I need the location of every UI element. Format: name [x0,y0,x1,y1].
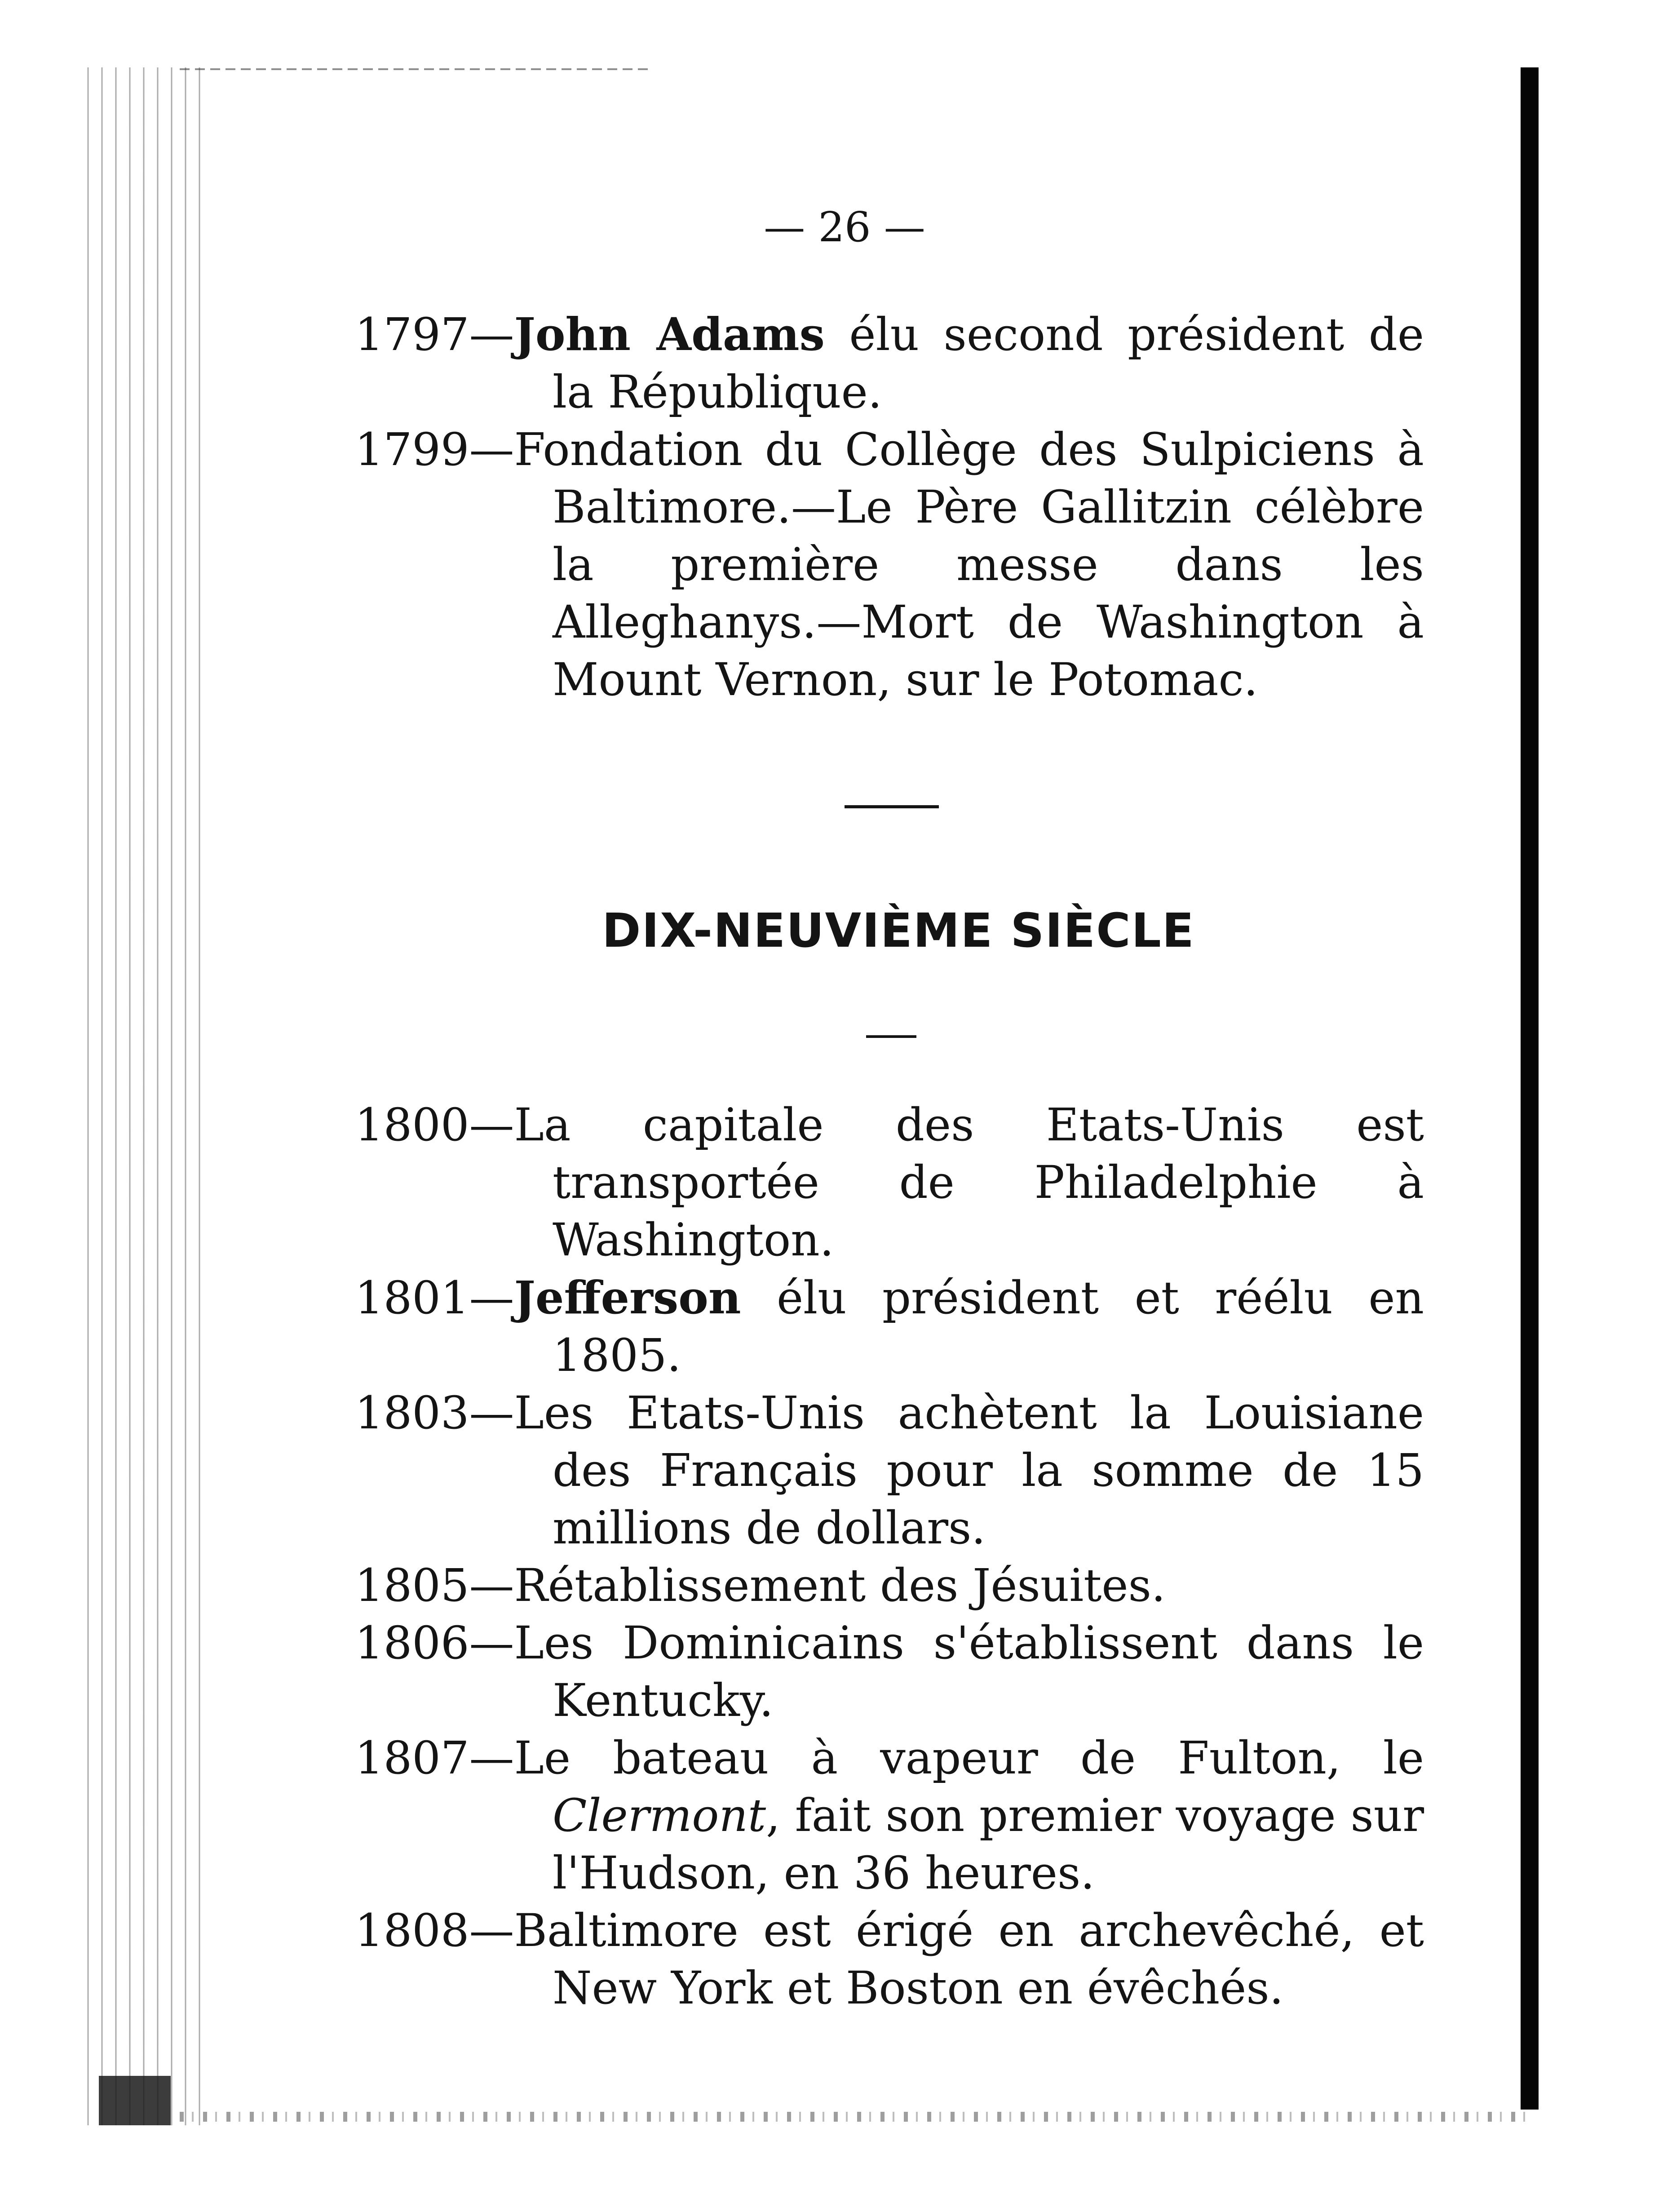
entry-text: Rétablissement des Jésuites. [514,1559,1166,1612]
heading-underline [866,1035,916,1038]
chronology-entry [355,1384,1424,1557]
chronology-entry [355,1096,1424,1269]
scan-left-edge-noise [81,67,202,2125]
entry-text: Les Etats-Unis achètent la Louisiane des Français pour la somme de 15 millions de dollars. [514,1387,1424,1554]
entry-year: 1797— [355,308,514,361]
entry-year: 1801— [355,1272,514,1324]
section-divider [845,805,939,808]
chronology-entry [355,1269,1424,1384]
entry-text: Fondation du Collège des Sulpiciens à Baltimore.—Le Père Gallitzin célèbre la première messe dans les Alleghanys.—Mort de Washington à Mount Vernon, sur le Potomac. [514,423,1424,706]
chronology-entry [355,1902,1424,2017]
chronology-list-19th-century [355,1096,1424,2017]
entry-text: Les Dominicains s'établissent dans le Kentucky. [514,1617,1424,1727]
chronology-entry [355,1729,1424,1902]
chronology-entry [355,1614,1424,1729]
entry-year: 1808— [355,1904,514,1957]
entry-text: Baltimore est érigé en archevêché, et New York et Boston en évêchés. [514,1904,1424,2014]
ship-name: Clermont [553,1789,766,1842]
page-number: — 26 — [764,203,925,251]
entry-text: élu président et réélu en 1805. [553,1272,1424,1382]
chronology-entry [355,421,1424,709]
scan-corner-mark [99,2076,171,2125]
entry-person-name: Jefferson [514,1271,741,1324]
chronology-entry [355,1557,1424,1614]
scan-bottom-edge-noise [180,2112,1527,2122]
entry-person-name: John Adams [514,308,825,361]
entry-text: élu second président de la République. [553,308,1424,418]
entry-year: 1807— [355,1732,514,1784]
entry-text: La capitale des Etats-Unis est transportée de Philadelphie à Washington. [514,1099,1424,1266]
entry-year: 1806— [355,1617,514,1669]
section-heading: DIX-NEUVIÈME SIÈCLE [602,903,1195,958]
entry-text: Le bateau à vapeur de Fulton, le [514,1732,1424,1784]
entry-year: 1800— [355,1099,514,1151]
entry-year: 1803— [355,1387,514,1439]
entry-year: 1805— [355,1559,514,1612]
scan-top-edge-noise [180,68,651,70]
entry-year: 1799— [355,423,514,476]
scan-right-border-bar [1521,67,1539,2110]
chronology-list-18th-century [355,306,1424,709]
entry-text: , fait son premier voyage sur l'Hudson, en 36 heures. [553,1789,1424,1899]
chronology-entry [355,306,1424,421]
